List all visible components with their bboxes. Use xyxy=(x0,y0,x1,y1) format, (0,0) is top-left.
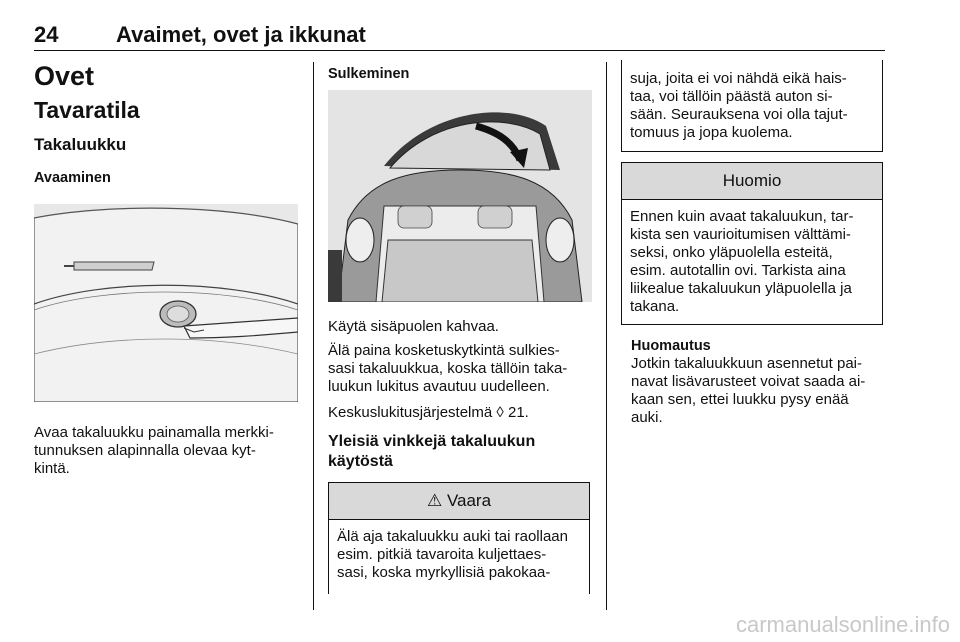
opening-heading: Avaaminen xyxy=(34,170,111,186)
column-2 xyxy=(328,60,592,594)
danger-box xyxy=(328,482,590,594)
closing-heading: Sulkeminen xyxy=(328,66,410,82)
topic-title: Takaluukku xyxy=(34,135,127,154)
column-divider-1 xyxy=(313,62,314,610)
note-body: Jotkin takaluukkuun asennetut pai- navat lisävarusteet voivat saada ai- kaan sen, ettei luukku pysy enää auki. xyxy=(631,355,866,426)
closing-p1: Käytä sisäpuolen kahvaa. xyxy=(328,318,499,335)
tips-heading: Yleisiä vinkkejä takaluukun käytöstä xyxy=(328,433,536,470)
danger-box-continued xyxy=(621,60,883,152)
caution-box-body: Ennen kuin avaat takaluukun, tar- kista sen vaurioitumisen välttämi- seksi, onko yläpuolella esteitä, esim. autotallin ovi. Tarkista aina liikealue takaluukun yläpuolella ja takana. xyxy=(630,208,854,315)
chapter-title: Avaimet, ovet ja ikkunat xyxy=(116,22,366,47)
danger-box-continued-body: suja, joita ei voi nähdä eikä hais- taa, voi tällöin päästä auton si- sään. Seurauksena voi olla tajut- tomuus ja jopa kuolema. xyxy=(630,70,848,141)
tailgate-closing-illustration xyxy=(328,90,592,302)
danger-box-header xyxy=(329,483,589,520)
closing-p3: Keskuslukitusjärjestelmä ◊ 21. xyxy=(328,404,529,421)
watermark: carmanualsonline.info xyxy=(735,612,950,637)
closing-p2: Älä paina kosketuskytkintä sulkies- sasi takaluukkua, koska tällöin taka- luukun lukitus avautuu uudelleen. xyxy=(328,342,568,395)
warning-triangle-icon: ⚠ xyxy=(426,491,443,510)
tailgate-opening-illustration xyxy=(34,204,298,402)
caution-box-header xyxy=(622,163,882,200)
column-1 xyxy=(34,60,298,478)
caution-box xyxy=(621,162,883,325)
page-number: 24 xyxy=(34,22,59,47)
header-rule xyxy=(34,50,885,51)
note-label: Huomautus xyxy=(631,338,711,354)
column-3 xyxy=(621,60,885,427)
opening-paragraph: Avaa takaluukku painamalla merkki- tunnuksen alapinnalla olevaa kyt- kintä. xyxy=(34,424,274,477)
section-title: Ovet xyxy=(34,61,95,91)
caution-box-title: Huomio xyxy=(722,171,782,190)
danger-box-body: Älä aja takaluukku auki tai raollaan esim. pitkiä tavaroita kuljettaes- sasi, koska myrkyllisiä pakokaa- xyxy=(337,528,568,581)
column-divider-2 xyxy=(606,62,607,610)
danger-box-title: Vaara xyxy=(446,491,492,510)
subsection-title: Tavaratila xyxy=(34,97,140,123)
